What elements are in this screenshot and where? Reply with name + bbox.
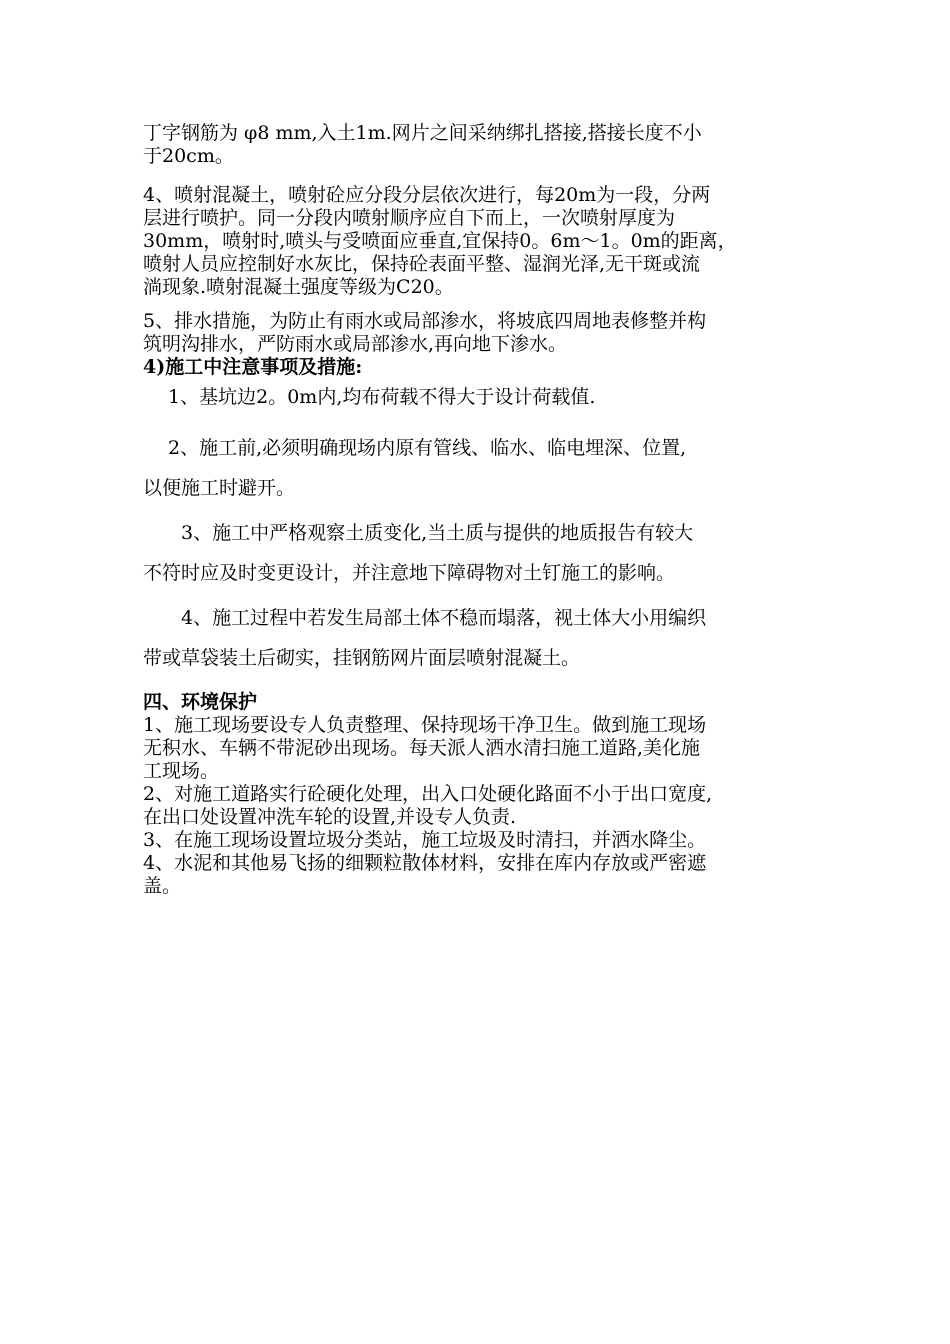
text-line: 筑明沟排水，严防雨水或局部渗水,再向地下渗水。 xyxy=(143,333,568,355)
precautions-item-4 xyxy=(143,598,818,678)
text-line: 1、基坑边2。0m内,均布荷载不得大于设计荷载值. xyxy=(143,386,596,408)
text-line: 在出口处设置冲洗车轮的设置,并设专人负责. xyxy=(143,806,517,828)
text-line: 淌现象.喷射混凝土强度等级为C20。 xyxy=(143,276,454,298)
text-line: 4、喷射混凝土，喷射砼应分段分层依次进行，每20m为一段，分两 xyxy=(143,184,711,206)
text-line: 3、在施工现场设置垃圾分类站，施工垃圾及时清扫，并洒水降尘。 xyxy=(143,829,707,851)
text-line: 4、水泥和其他易飞扬的细颗粒散体材料，安排在库内存放或严密遮 xyxy=(143,852,707,874)
precautions-heading: 4)施工中注意事项及措施: xyxy=(143,356,363,378)
text-line: 工现场。 xyxy=(143,760,220,782)
text-line: 不符时应及时变更设计，并注意地下障碍物对土钉施工的影响。 xyxy=(143,562,676,584)
text-line: 3、施工中严格观察土质变化,当土质与提供的地质报告有较大 xyxy=(143,522,694,544)
text-line: 丁字钢筋为 φ8 mm,入土1m.网片之间采纳绑扎搭接,搭接长度不小 xyxy=(143,122,702,144)
precautions-item-3 xyxy=(143,513,818,593)
text-line: 无积水、车辆不带泥砂出现场。每天派人洒水清扫施工道路,美化施 xyxy=(143,737,701,759)
text-line: 喷射人员应控制好水灰比，保持砼表面平整、湿润光泽,无干斑或流 xyxy=(143,253,701,275)
text-line: 1、施工现场要设专人负责整理、保持现场干净卫生。做到施工现场 xyxy=(143,714,707,736)
environment-paragraph xyxy=(143,714,818,898)
text-line: 以便施工时避开。 xyxy=(143,477,296,499)
text-line: 5、排水措施，为防止有雨水或局部渗水，将坡底四周地表修整并构 xyxy=(143,310,707,332)
precautions-item-2 xyxy=(143,428,818,508)
text-line: 带或草袋装土后砌实，挂钢筋网片面层喷射混凝土。 xyxy=(143,647,581,669)
environment-heading: 四、环境保护 xyxy=(143,691,258,713)
shotcrete-paragraph xyxy=(143,184,818,299)
intro-paragraph xyxy=(143,122,818,168)
precautions-item-1 xyxy=(143,386,818,409)
drainage-paragraph xyxy=(143,310,818,356)
text-line: 30mm，喷射时,喷头与受喷面应垂直,宜保持0。6m～1。0m的距离， xyxy=(143,230,737,252)
text-line: 于20cm。 xyxy=(143,145,234,167)
text-line: 2、对施工道路实行砼硬化处理，出入口处硬化路面不小于出口宽度, xyxy=(143,783,713,805)
text-line: 2、施工前,必须明确现场内原有管线、临水、临电埋深、位置, xyxy=(143,437,687,459)
text-line: 层进行喷护。同一分段内喷射顺序应自下而上，一次喷射厚度为 xyxy=(143,207,676,229)
text-line: 盖。 xyxy=(143,875,182,897)
text-line: 4、施工过程中若发生局部土体不稳而塌落，视土体大小用编织 xyxy=(143,607,707,629)
